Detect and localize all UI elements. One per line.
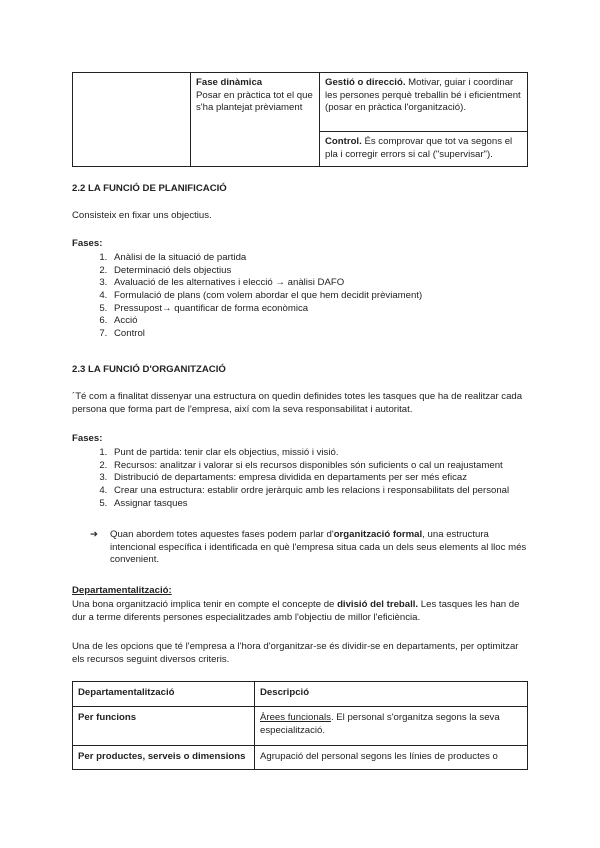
planificacio-steps (72, 252, 560, 341)
arrow-note-text: Quan abordem totes aquestes fases podem parlar d'organització formal, una estructura intencional específica i identificada en què l'empresa situa cada un dels seus elements al lloc més convenient. (110, 529, 527, 566)
list-item: 7. Control (110, 328, 560, 341)
table-row (73, 73, 528, 132)
section-heading-planificacio: 2.2 LA FUNCIÓ DE PLANIFICACIÓ (72, 183, 227, 194)
list-item: 2. Recursos: analitzar i valorar si els recursos disponibles són suficients o cal un reajustament (110, 460, 560, 473)
gestio-text: Motivar, guiar i coordinar les persones perquè treballin bé i eficientment (posar en pràctica l'organització). (325, 77, 521, 114)
column-header: Departamentalització (73, 682, 255, 707)
phase-desc: Posar en pràctica tot el que s'ha plantejat prèviament (196, 89, 313, 114)
list-item: 4. Formulació de plans (com volem abordar el que hem decidit prèviament) (110, 290, 560, 303)
table-row (73, 746, 528, 770)
phase-cell (191, 73, 320, 167)
table-cell: Per productes, serveis o dimensions (73, 746, 255, 770)
table-row (73, 707, 528, 746)
organitzacio-intro: ´Té com a finalitat dissenyar una estructura on quedin definides totes les tasques que ha de realitzar cada persona que forma part de l'empresa, així com la seva responsabilitat i autoritat. (72, 391, 523, 415)
gestio-cell (320, 73, 528, 132)
table-header-row (73, 682, 528, 707)
departamentalitzacio-p2: Una de les opcions que té l'empresa a l'hora d'organitzar-se és dividir-se en departaments, per optimitzar els recursos seguint diversos criteris. (72, 641, 519, 665)
arrow-icon: ➔ (90, 529, 99, 540)
list-item: 3. Distribució de departaments: empresa dividida en departaments per ser més eficaz (110, 472, 560, 485)
list-item: 6. Acció (110, 315, 560, 328)
list-item: 5. Assignar tasques (110, 498, 560, 511)
gestio-title: Gestió o direcció. (325, 77, 406, 88)
control-title: Control. (325, 136, 362, 147)
section-heading-organitzacio: 2.3 LA FUNCIÓ D'ORGANITZACIÓ (72, 364, 226, 375)
arees-funcionals-link[interactable]: Àrees funcionals (260, 712, 331, 723)
phases-table (72, 72, 528, 167)
list-item: 3. Avaluació de les alternatives i elecció → anàlisi DAFO (110, 277, 560, 290)
column-header: Descripció (255, 682, 528, 707)
organitzacio-formal-term: organització formal (333, 529, 423, 540)
list-item: 1. Punt de partida: tenir clar els objectius, missió i visió. (110, 447, 560, 460)
list-item: 5. Pressupost→ quantificar de forma econòmica (110, 303, 560, 316)
control-cell (320, 132, 528, 167)
fases-label: Fases: (72, 433, 103, 444)
table-cell: Àrees funcionals. El personal s'organitza segons la seva especialització. (255, 707, 528, 746)
fases-label: Fases: (72, 238, 103, 249)
phase-title: Fase dinàmica (196, 77, 263, 88)
empty-cell (73, 73, 191, 167)
table-cell: Per funcions (73, 707, 255, 746)
departamentalitzacio-heading: Departamentalització: (72, 585, 172, 596)
departamentalitzacio-table (72, 681, 528, 770)
planificacio-intro: Consisteix en fixar uns objectius. (72, 210, 212, 221)
control-text: És comprovar que tot va segons el pla i corregir errors si cal ("supervisar"). (325, 136, 513, 160)
organitzacio-steps (72, 447, 560, 510)
departamentalitzacio-p1: Una bona organització implica tenir en compte el concepte de divisió del treball. Les tasques les han de dur a terme diferents persones especialitzades amb l'objectiu de millor l'eficiència. (72, 599, 520, 623)
list-item: 4. Crear una estructura: establir ordre jeràrquic amb les relacions i responsabilitats del personal (110, 485, 560, 498)
list-item: 2. Determinació dels objectius (110, 265, 560, 278)
list-item: 1. Anàlisi de la situació de partida (110, 252, 560, 265)
table-cell: Agrupació del personal segons les línies de productes o (255, 746, 528, 770)
